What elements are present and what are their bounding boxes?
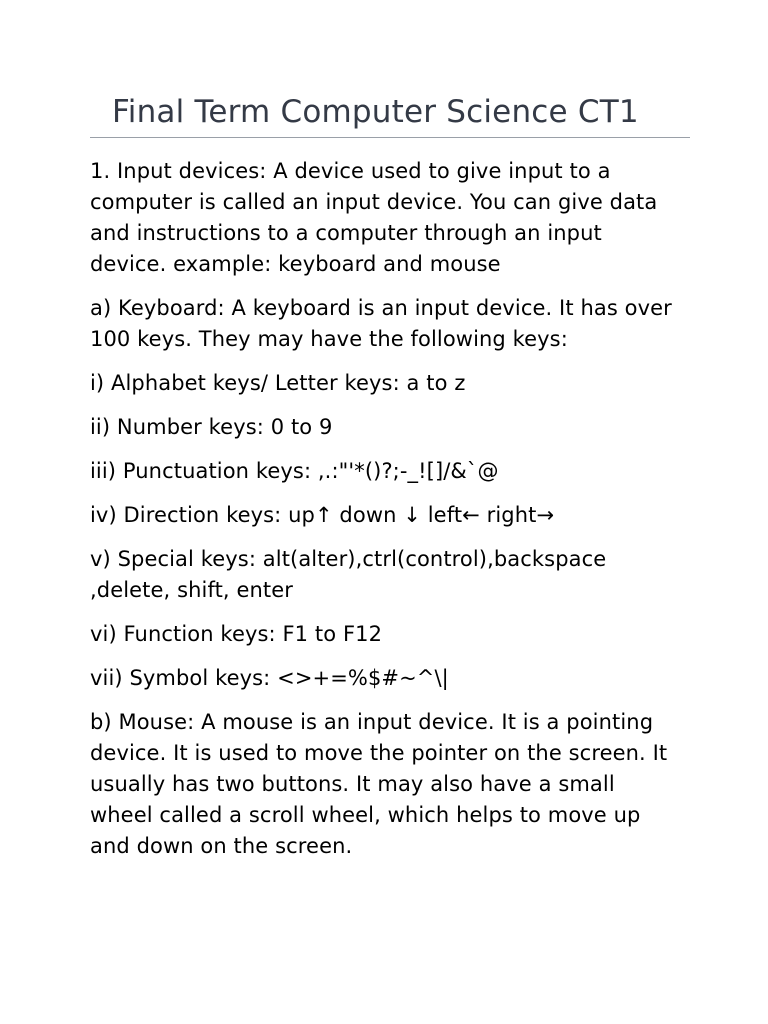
document-body (90, 156, 678, 862)
paragraph-punctuation-keys: iii) Punctuation keys: ,.:"'*()?;-_![]/&`@ (90, 459, 499, 483)
paragraph-special-keys: v) Special keys: alt(alter),ctrl(control),backspace ,delete, shift, enter (90, 547, 607, 602)
paragraph-function-keys: vi) Function keys: F1 to F12 (90, 622, 383, 646)
paragraph-keyboard: a) Keyboard: A keyboard is an input device. It has over 100 keys. They may have the following keys: (90, 296, 672, 351)
paragraph-symbol-keys: vii) Symbol keys: <>+=%$#~^\| (90, 666, 449, 690)
paragraph-alphabet-keys: i) Alphabet keys/ Letter keys: a to z (90, 371, 466, 395)
paragraph-direction-keys: iv) Direction keys: up↑ down ↓ left← right→ (90, 503, 555, 527)
document-title: Final Term Computer Science CT1 (112, 94, 639, 130)
paragraph-mouse: b) Mouse: A mouse is an input device. It is a pointing device. It is used to move the pointer on the screen. It usually has two buttons. It may also have a small wheel called a scroll wheel, which helps to move up and down on the screen. (90, 710, 668, 858)
paragraph-number-keys: ii) Number keys: 0 to 9 (90, 415, 333, 439)
title-divider (90, 137, 690, 138)
paragraph-input-devices: 1. Input devices: A device used to give input to a computer is called an input device. You can give data and instructions to a computer through an input device. example: keyboard and mouse (90, 159, 658, 276)
